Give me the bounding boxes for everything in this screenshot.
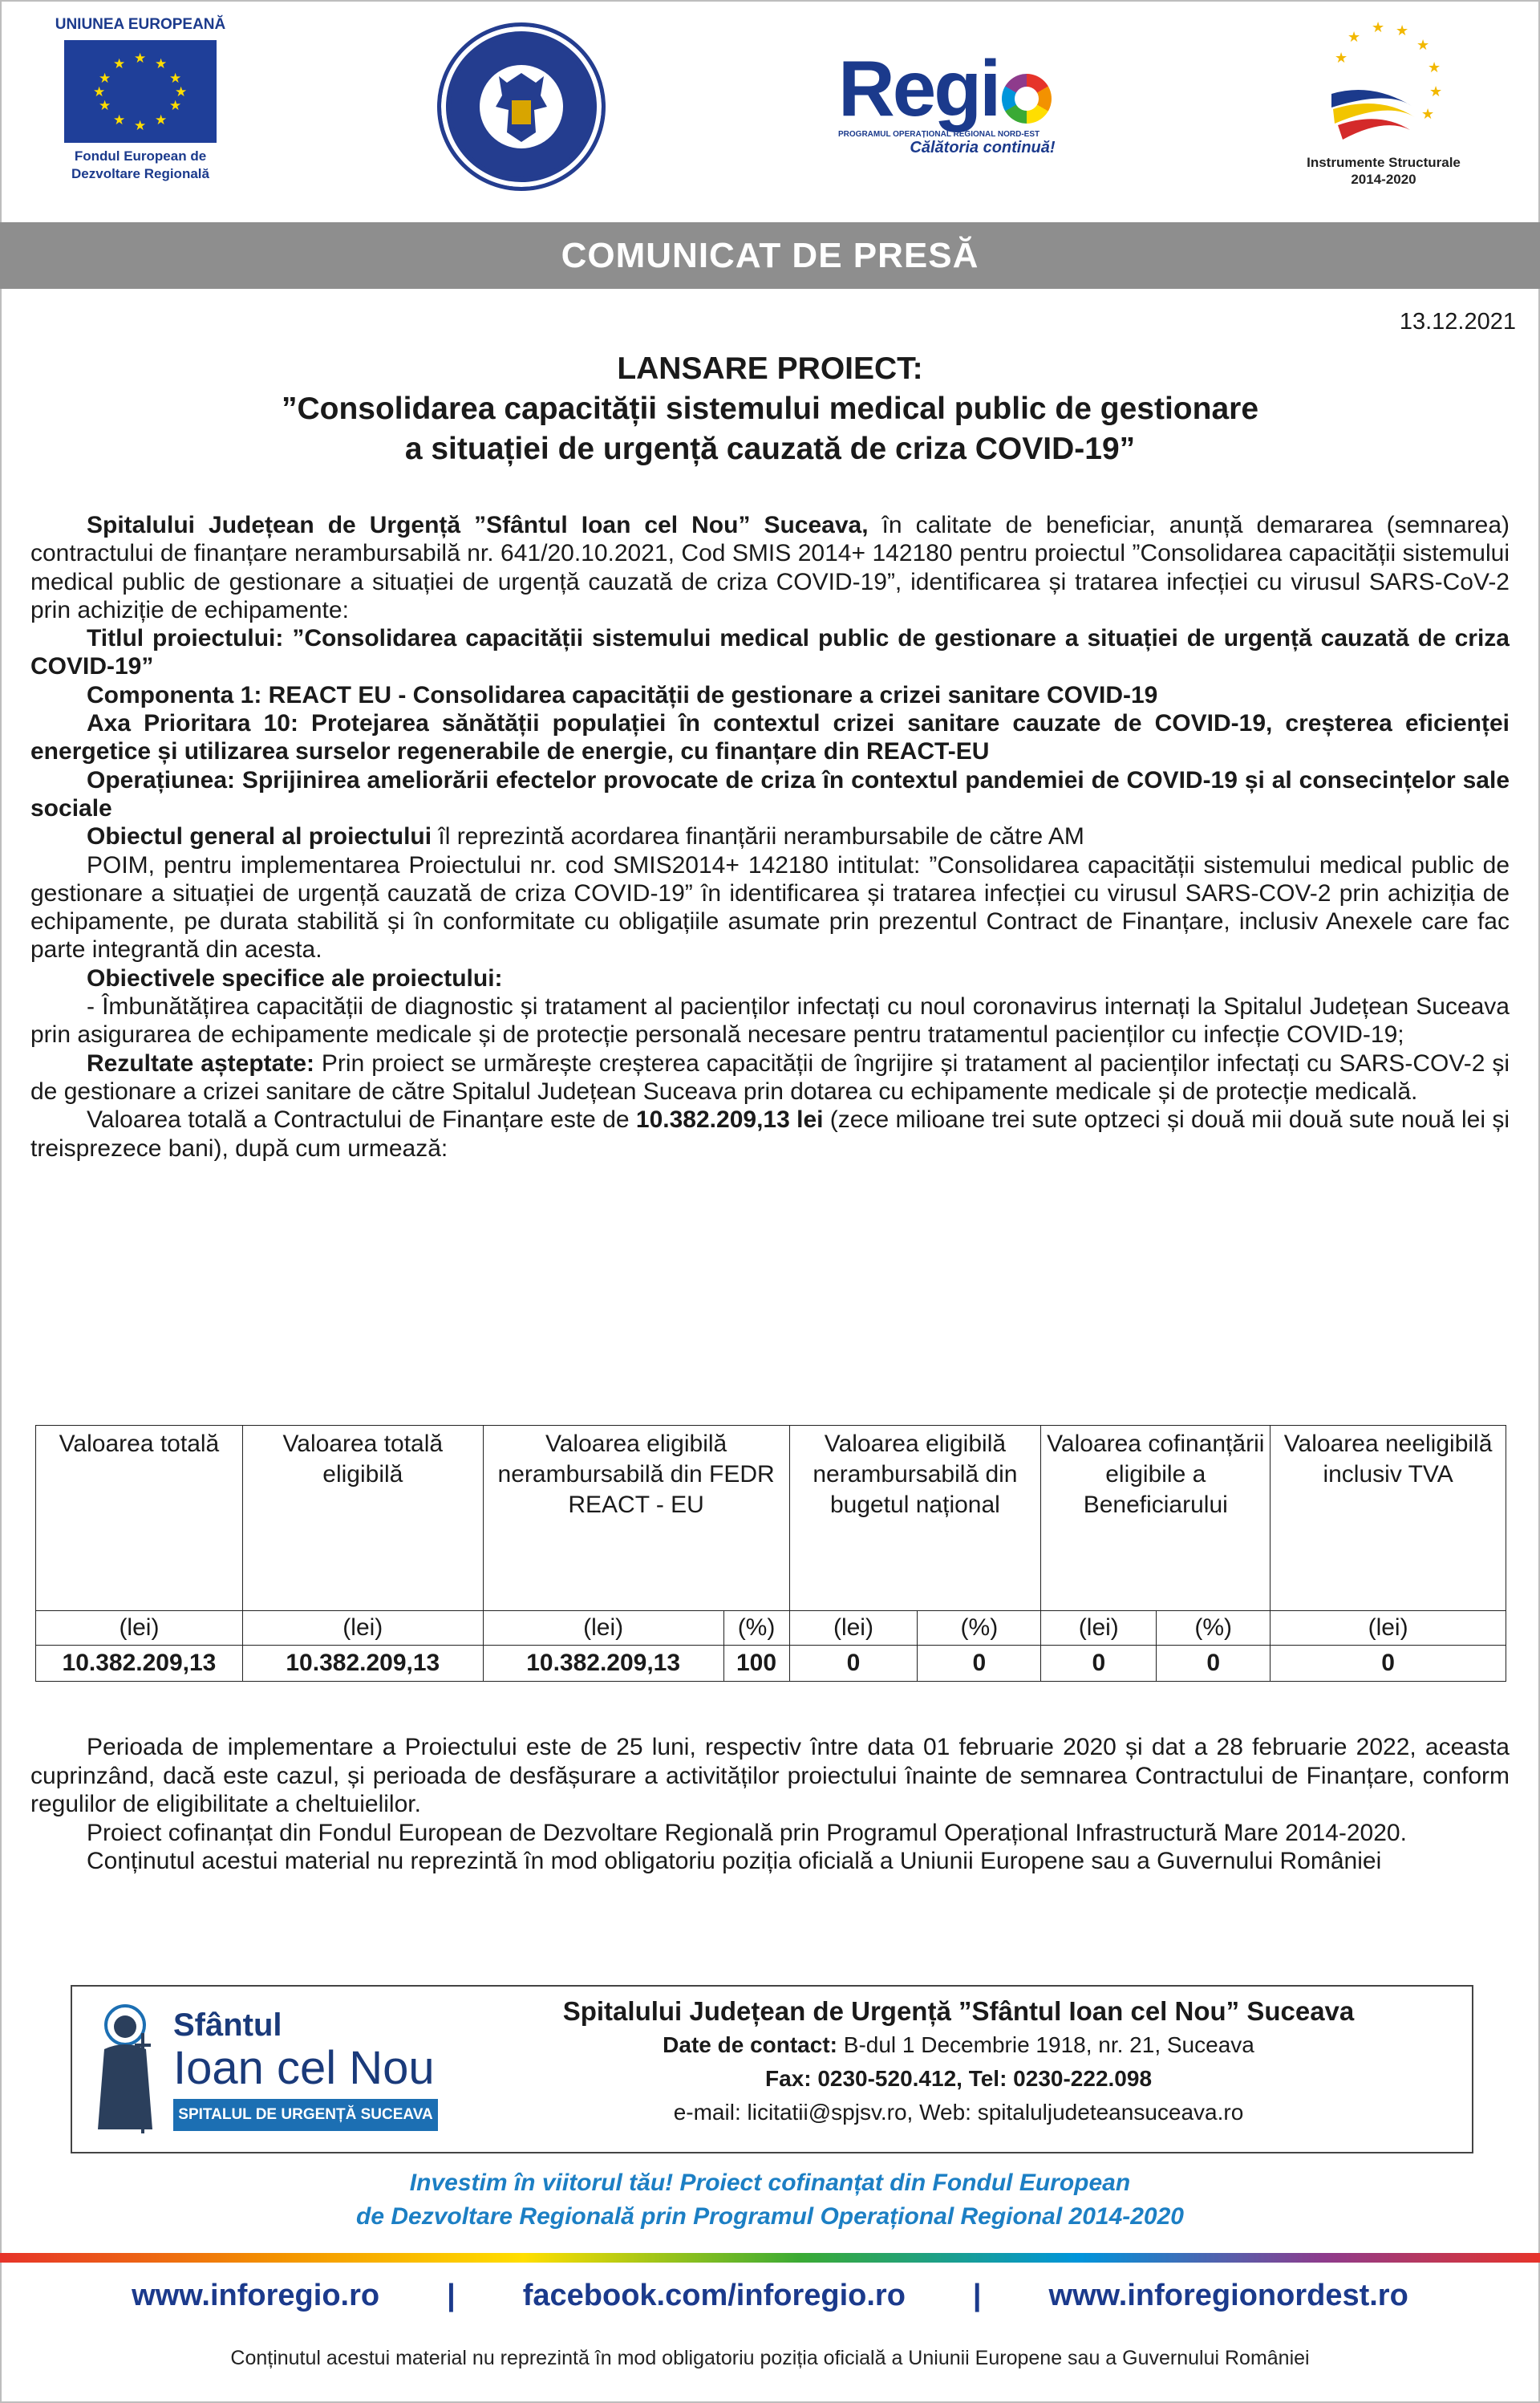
svg-text:★: ★ bbox=[1348, 29, 1361, 46]
table-unit: (lei) bbox=[483, 1611, 723, 1646]
government-seal-icon bbox=[437, 22, 606, 191]
link-inforegio[interactable]: www.inforegio.ro bbox=[132, 2279, 380, 2312]
link-separator: | bbox=[447, 2279, 456, 2312]
table-unit: (lei) bbox=[789, 1611, 918, 1646]
table-unit: (lei) bbox=[36, 1611, 243, 1646]
structural-instruments-line1: Instrumente Structurale bbox=[1307, 155, 1461, 170]
press-body bbox=[30, 511, 1510, 1163]
project-title-block bbox=[32, 349, 1508, 469]
table-value: 0 bbox=[789, 1646, 918, 1682]
svg-text:★: ★ bbox=[1429, 83, 1443, 100]
contact-box bbox=[71, 1985, 1473, 2153]
regio-subtitle: PROGRAMUL OPERAȚIONAL REGIONAL NORD-EST bbox=[838, 130, 1040, 139]
release-date: 13.12.2021 bbox=[1399, 309, 1516, 335]
paragraph-priority-axis: Axa Prioritara 10: Protejarea sănătății populației în contextul crizei sanitare cauzate de COVID-19, creșterea eficienței energetice și utilizarea surselor regenerabile de energie, cu finanțare din REACT-EU bbox=[30, 710, 1510, 765]
regio-motto: Călătoria continuă! bbox=[910, 139, 1056, 156]
financing-table bbox=[35, 1425, 1506, 1682]
footer-disclaimer: Conținutul acestui material nu reprezintă în mod obligatoriu poziția oficială a Uniunii Europene sau a Guvernului României bbox=[230, 2347, 1310, 2369]
rainbow-divider bbox=[0, 2253, 1540, 2263]
table-value: 0 bbox=[1270, 1646, 1506, 1682]
structural-instruments-logo bbox=[1283, 18, 1484, 188]
paragraph-beneficiary bbox=[30, 511, 1510, 624]
title-line-1: LANSARE PROIECT: bbox=[617, 351, 923, 386]
svg-text:★: ★ bbox=[1428, 59, 1441, 76]
title-line-2: ”Consolidarea capacității sistemului medical public de gestionare bbox=[281, 392, 1259, 426]
total-value-amount: 10.382.209,13 lei bbox=[635, 1106, 824, 1134]
table-value: 0 bbox=[1157, 1646, 1270, 1682]
eu-logo-fund-line1: Fondul European de bbox=[74, 148, 207, 164]
paragraph-poim: POIM, pentru implementarea Proiectului nr. cod SMIS2014+ 142180 intitulat: ”Consolidarea capacității sistemului medical public de gestionare a situației de urgență cauzată de criza COVID-19” în identificarea și tratarea infecției cu virusul SARS-COV-2 prin achiziția de echipamente, pe durata stabilită și în conformitate cu obligațiile asumate prin prezentul Contract de Finanțare, inclusiv Anexele care fac parte integrantă din acesta. bbox=[30, 851, 1510, 964]
paragraph-cofinancing: Proiect cofinanțat din Fondul European de Dezvoltare Regională prin Programul Operațional Infrastructură Mare 2014-2020. bbox=[87, 1819, 1407, 1846]
svg-text:★: ★ bbox=[1421, 106, 1435, 123]
eu-flag-icon: ★ ★ ★ ★ ★ ★ ★ ★ ★ ★ ★ ★ bbox=[64, 40, 217, 143]
hospital-logo-band: SPITALUL DE URGENȚĂ SUCEAVA bbox=[173, 2099, 438, 2131]
table-value: 10.382.209,13 bbox=[242, 1646, 483, 1682]
contact-phones: Fax: 0230-520.412, Tel: 0230-222.098 bbox=[764, 2066, 1153, 2091]
table-header-total: Valoarea totală bbox=[36, 1426, 243, 1611]
paragraph-general-objective: Obiectul general al proiectului îl reprezintă acordarea finanțării nerambursabile de către AM bbox=[87, 823, 1084, 850]
eu-logo-fund-line2: Dezvoltare Regională bbox=[71, 166, 209, 181]
eu-logo-title: UNIUNEA EUROPEANĂ bbox=[55, 16, 226, 33]
eu-logo bbox=[40, 16, 241, 183]
table-header-national-budget: Valoarea eligibilă nerambursabilă din bugetul național bbox=[789, 1426, 1041, 1611]
beneficiary-text: în calitate de beneficiar, anunță demararea (semnarea) contractului de finanțare nerambursabilă nr. 641/20.10.2021, Cod SMIS 2014+ 142180 pentru proiectul ”Consolidarea capacității sistemului medical public de gestionare a situației de urgență cauzată de criza COVID-19”, identificarea și tratarea infecției cu virusul SARS-CoV-2 prin achiziție de echipamente: bbox=[30, 512, 1510, 623]
hospital-logo bbox=[87, 2001, 440, 2137]
table-value: 0 bbox=[918, 1646, 1041, 1682]
footer-links bbox=[0, 2279, 1540, 2313]
table-value: 0 bbox=[1041, 1646, 1157, 1682]
paragraph-component: Componenta 1: REACT EU - Consolidarea capacității de gestionare a crizei sanitare COVID-19 bbox=[87, 681, 1158, 708]
link-facebook[interactable]: facebook.com/inforegio.ro bbox=[522, 2279, 906, 2312]
table-unit: (%) bbox=[1157, 1611, 1270, 1646]
logo-row bbox=[0, 0, 1540, 217]
table-unit: (lei) bbox=[242, 1611, 483, 1646]
hospital-logo-line1: Sfântul bbox=[173, 2007, 282, 2043]
table-value: 10.382.209,13 bbox=[483, 1646, 723, 1682]
hospital-name: Spitalului Județean de Urgență ”Sfântul Ioan cel Nou” Suceava bbox=[562, 1996, 1355, 2026]
contact-info bbox=[457, 1995, 1460, 2129]
regio-wordmark: Regi bbox=[838, 44, 999, 132]
link-inforegionordest[interactable]: www.inforegionordest.ro bbox=[1048, 2279, 1408, 2312]
closing-paragraphs bbox=[30, 1733, 1510, 1876]
paragraph-expected-results: Rezultate așteptate: Prin proiect se urmărește creșterea capacității de îngrijire și tratament al pacienților infectați cu SARS-COV-2 și de gestionare a crizei sanitare de către Spitalul Județean Suceava prin dotarea cu echipamente medicale și de protecție medicală. bbox=[30, 1049, 1510, 1105]
paragraph-specific-objectives-heading: Obiectivele specifice ale proiectului: bbox=[87, 964, 503, 992]
table-unit: (%) bbox=[723, 1611, 789, 1646]
contact-address: Date de contact: B-dul 1 Decembrie 1918, nr. 21, Suceava bbox=[663, 2032, 1254, 2057]
press-release-banner: COMUNICAT DE PRESĂ bbox=[0, 222, 1540, 289]
paragraph-disclaimer: Conținutul acestui material nu reprezintă în mod obligatoriu poziția oficială a Uniunii Europene sau a Guvernului României bbox=[87, 1848, 1382, 1874]
paragraph-total-value: Valoarea totală a Contractului de Finanțare este de 10.382.209,13 lei (zece milioane trei sute optzeci și două mii două sute nouă lei și treisprezece bani), după cum urmează: bbox=[30, 1106, 1510, 1162]
table-unit: (%) bbox=[918, 1611, 1041, 1646]
table-unit: (lei) bbox=[1270, 1611, 1506, 1646]
paragraph-project-title: Titlul proiectului: ”Consolidarea capacității sistemului medical public de gestionare a situației de urgență cauzată de criza COVID-19” bbox=[30, 625, 1510, 680]
paragraph-specific-objective: - Îmbunătățirea capacității de diagnostic și tratament al pacienților infectați cu noul coronavirus internați la Spitalul Județean Suceava prin asigurarea de echipamente medicale și de protecție personală necesare pentru tratamentul pacienților cu infecție COVID-19; bbox=[30, 993, 1510, 1049]
table-header-total-eligible: Valoarea totală eligibilă bbox=[242, 1426, 483, 1611]
svg-text:★: ★ bbox=[1416, 37, 1430, 54]
paragraph-operation: Operațiunea: Sprijinirea ameliorării efectelor provocate de criza în contextul pandemiei de COVID-19 și al consecințelor sale sociale bbox=[30, 766, 1510, 822]
table-value: 100 bbox=[723, 1646, 789, 1682]
saint-figure-icon bbox=[87, 2001, 164, 2137]
link-separator: | bbox=[972, 2279, 982, 2312]
table-header-fedr: Valoarea eligibilă nerambursabilă din FEDR REACT - EU bbox=[483, 1426, 789, 1611]
table-header-non-eligible: Valoarea neeligibilă inclusiv TVA bbox=[1270, 1426, 1506, 1611]
investment-line-1: Investim în viitorul tău! Proiect cofinanțat din Fondul European bbox=[409, 2170, 1131, 2196]
svg-text:★: ★ bbox=[1335, 50, 1348, 67]
regio-ring-icon bbox=[1002, 74, 1052, 124]
investment-slogan bbox=[0, 2166, 1540, 2234]
structural-instruments-icon bbox=[1315, 18, 1452, 154]
beneficiary-name: Spitalului Județean de Urgență ”Sfântul Ioan cel Nou” Suceava, bbox=[87, 512, 869, 538]
title-line-3: a situației de urgență cauzată de criza COVID-19” bbox=[404, 432, 1136, 466]
investment-line-2: de Dezvoltare Regională prin Programul Operațional Regional 2014-2020 bbox=[356, 2203, 1184, 2230]
structural-instruments-line2: 2014-2020 bbox=[1351, 172, 1416, 187]
svg-text:★: ★ bbox=[1396, 22, 1409, 39]
hospital-logo-line2: Ioan cel Nou bbox=[173, 2042, 435, 2094]
table-header-cofinancing: Valoarea cofinanțării eligibile a Beneficiarului bbox=[1041, 1426, 1270, 1611]
contact-email-web: e-mail: licitatii@spjsv.ro, Web: spitaluljudeteansuceava.ro bbox=[673, 2100, 1244, 2125]
svg-text:★: ★ bbox=[1372, 19, 1385, 36]
paragraph-implementation-period: Perioada de implementare a Proiectului este de 25 luni, respectiv între data 01 februarie 2020 și dat a 28 februarie 2022, aceasta cuprinzând, dacă este cazul, și perioada de desfășurare a activităților proiectului înainte de semnarea Contractului de Finanțare, conform regulilor de eligibilitate a cheltuielilor. bbox=[30, 1734, 1510, 1817]
table-unit: (lei) bbox=[1041, 1611, 1157, 1646]
regio-logo bbox=[838, 44, 1127, 157]
table-value: 10.382.209,13 bbox=[36, 1646, 243, 1682]
